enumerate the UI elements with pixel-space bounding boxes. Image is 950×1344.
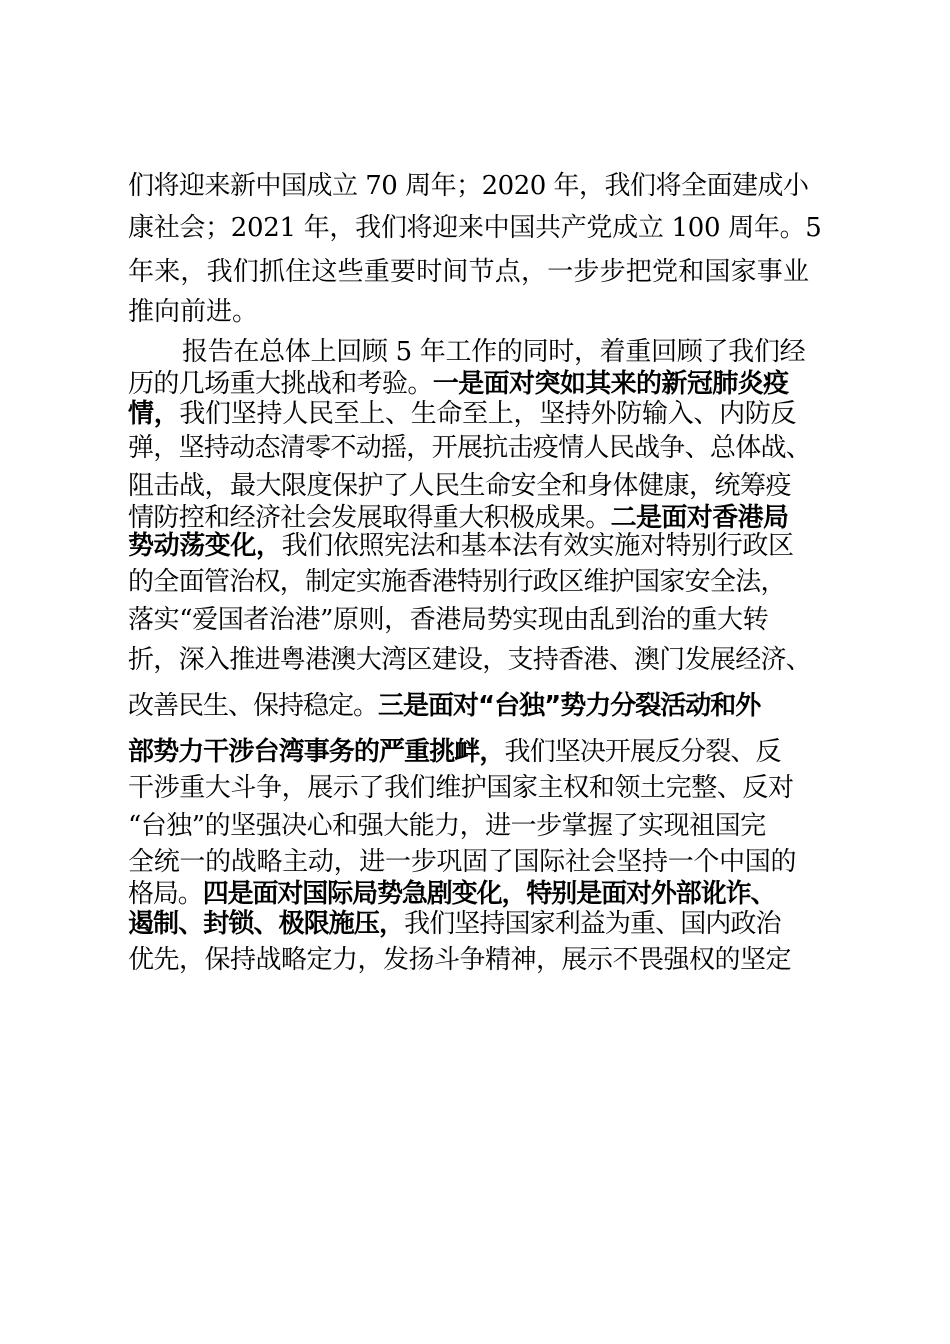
text-line: [128, 212, 822, 244]
text-line: [128, 810, 766, 842]
text-span: 我们坚决开展反分裂、反: [504, 737, 781, 767]
text-span: 落实“爱国者治港”原则，香港局势实现由乱到治的重大转: [128, 605, 769, 635]
text-span: 推向前进。: [128, 297, 259, 327]
text-span: 的全面管治权，制定实施香港特别行政区维护国家安全法，: [128, 567, 786, 597]
text-span: 全统一的战略主动，进一步巩固了国际社会坚持一个中国的: [128, 847, 797, 877]
text-line: [128, 170, 809, 202]
text-span: 弹，坚持动态清零不动摇，开展抗击疫情人民战争、总体战、: [128, 433, 812, 463]
text-line: [128, 736, 781, 768]
text-span: 报告在总体上回顾 5 年工作的同时，着重回顾了我们经: [182, 337, 806, 367]
text-line: [182, 336, 805, 368]
text-line: [128, 566, 786, 598]
text-span: “台独”的坚强决心和强大能力，进一步掌握了实现祖国完: [128, 811, 766, 841]
text-line: [128, 878, 775, 910]
text-line: [128, 644, 811, 676]
text-line: [128, 296, 258, 328]
text-span: 我们坚持国家利益为重、国内政治: [404, 909, 781, 939]
text-line: [128, 432, 811, 464]
bold-text-span: 三是面对“台独”势力分裂活动和外: [378, 691, 761, 721]
text-line: [128, 470, 791, 502]
text-line: [128, 530, 794, 562]
bold-text-span: 情，: [128, 399, 180, 429]
text-span: 折，深入推进粤港澳大湾区建设，支持香港、澳门发展经济、: [128, 645, 812, 675]
bold-text-span: 遏制、封锁、极限施压，: [128, 909, 405, 939]
text-line: [128, 256, 809, 288]
text-line: [128, 398, 796, 430]
text-span: 历的几场重大挑战和考验。: [128, 369, 433, 399]
text-line: [128, 772, 794, 804]
text-line: [128, 846, 796, 878]
text-line: [128, 944, 791, 976]
bold-text-span: 一是面对突如其来的新冠肺炎疫: [432, 369, 789, 399]
text-line: [128, 368, 788, 400]
text-span: 康社会；2021 年，我们将迎来中国共产党成立 100 周年。5: [128, 213, 822, 243]
bold-text-span: 部势力干涉台湾事务的严重挑衅，: [128, 737, 505, 767]
bold-text-span: 四是面对国际局势急剧变化，特别是面对外部讹诈、: [202, 879, 776, 909]
text-line: [128, 908, 781, 940]
text-span: 们将迎来新中国成立 70 周年；2020 年，我们将全面建成小: [128, 171, 809, 201]
text-span: 我们依照宪法和基本法有效实施对特别行政区: [281, 531, 794, 561]
text-line: [128, 604, 768, 636]
text-line: [128, 690, 760, 722]
bold-text-span: 势动荡变化，: [128, 531, 282, 561]
text-span: 情防控和经济社会发展取得重大积极成果。: [128, 503, 611, 533]
bold-text-span: 二是面对香港局: [610, 503, 789, 533]
text-span: 优先，保持战略定力，发扬斗争精神，展示不畏强权的坚定: [128, 945, 792, 975]
text-span: 格局。: [128, 879, 203, 909]
text-span: 年来，我们抓住这些重要时间节点，一步步把党和国家事业: [128, 257, 810, 287]
text-span: 干涉重大斗争，展示了我们维护国家主权和领土完整、反对: [128, 773, 794, 803]
text-span: 阻击战，最大限度保护了人民生命安全和身体健康，统筹疫: [128, 471, 792, 501]
text-span: 我们坚持人民至上、生命至上，坚持外防输入、内防反: [179, 399, 797, 429]
text-span: 改善民生、保持稳定。: [128, 691, 379, 721]
